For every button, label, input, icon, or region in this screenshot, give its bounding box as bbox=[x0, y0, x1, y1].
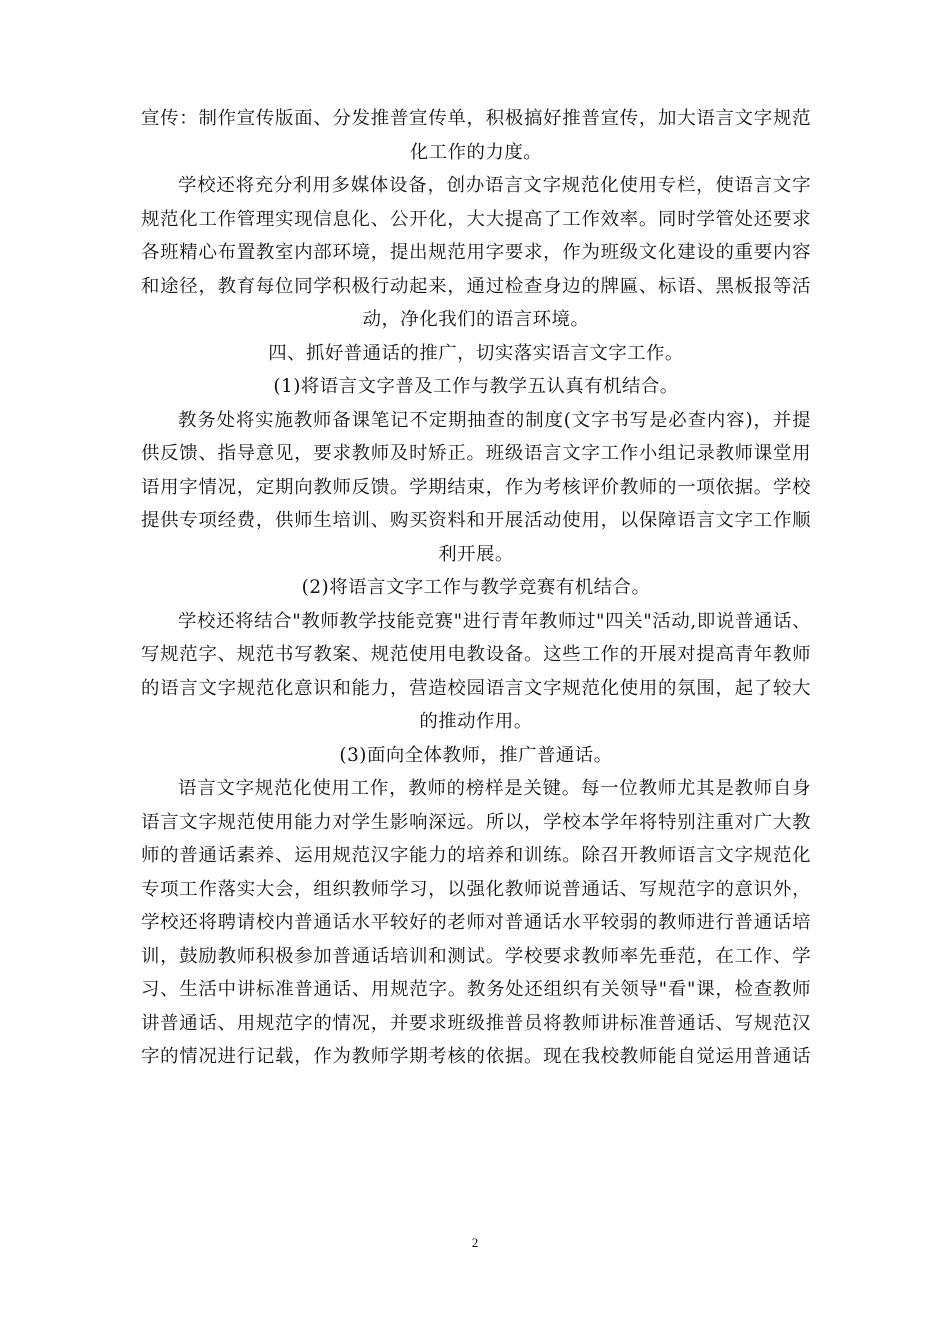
text-line: 规范化工作管理实现信息化、公开化，大大提高了工作效率。同时学管处还要求 bbox=[141, 208, 811, 230]
text-line: 习、生活中讲标准普通话、用规范字。教务处还组织有关领导"看"课，检查教师 bbox=[141, 979, 811, 1000]
text-line: 各班精心布置教室内部环境，提出规范用字要求，作为班级文化建设的重要内容 bbox=[141, 242, 811, 263]
text-line: 供反馈、指导意见，要求教师及时矫正。班级语言文字工作小组记录教师课堂用 bbox=[141, 443, 811, 464]
text-line: 语言文字规范化使用工作，教师的榜样是关键。每一位教师尤其是教师自身 bbox=[178, 778, 811, 799]
text-line: 宣传：制作宣传版面、分发推普宣传单，积极搞好推普宣传，加大语言文字规范 bbox=[141, 108, 811, 129]
text-line: 的语言文字规范化意识和能力，营造校园语言文字规范化使用的氛围，起了较大 bbox=[141, 677, 811, 699]
text-line: 讲普通话、用规范字的情况，并要求班级推普员将教师讲标准普通话、写规范汉 bbox=[141, 1012, 811, 1034]
text-line: 和途径，教育每位同学积极行动起来，通过检查身边的牌匾、标语、黑板报等活 bbox=[141, 275, 811, 297]
text-line: 字的情况进行记载，作为教师学期考核的依据。现在我校教师能自觉运用普通话 bbox=[141, 1046, 811, 1067]
text-line: 语言文字规范使用能力对学生影响深远。所以，学校本学年将特别注重对广大教 bbox=[141, 811, 811, 833]
text-line: 提供专项经费，供师生培训、购买资料和开展活动使用，以保障语言文字工作顺 bbox=[141, 510, 811, 531]
text-line: 语用字情况，定期向教师反馈。学期结束，作为考核评价教师的一项依据。学校 bbox=[141, 476, 811, 498]
subsection-heading: (3)面向全体教师，推广普通话。 bbox=[339, 744, 613, 766]
text-line: 训，鼓励教师积极参加普通话培训和测试。学校要求教师率先垂范，在工作、学 bbox=[141, 945, 811, 967]
text-line: 化工作的力度。 bbox=[409, 141, 543, 163]
subsection-heading: (1)将语言文字普及工作与教学五认真有机结合。 bbox=[273, 376, 679, 397]
text-line: 教务处将实施教师备课笔记不定期抽查的制度(文字书写是必查内容)，并提 bbox=[178, 409, 811, 431]
text-line: 学校还将聘请校内普通话水平较好的老师对普通话水平较弱的教师进行普通话培 bbox=[141, 912, 811, 933]
text-line: 的推动作用。 bbox=[419, 711, 533, 732]
text-line: 学校还将结合"教师教学技能竞赛"进行青年教师过"四关"活动,即说普通话、 bbox=[178, 610, 811, 632]
text-line: 利开展。 bbox=[438, 543, 514, 565]
text-line: 写规范字、规范书写教案、规范使用电教设备。这些工作的开展对提高青年教师 bbox=[141, 644, 811, 665]
text-line: 专项工作落实大会，组织教师学习，以强化教师说普通话、写规范字的意识外， bbox=[141, 878, 811, 900]
page-number: 2 bbox=[471, 1235, 479, 1250]
body-text bbox=[141, 102, 811, 1074]
section-heading: 四、抓好普通话的推广，切实落实语言文字工作。 bbox=[268, 342, 684, 364]
text-line: 师的普通话素养、运用规范汉字能力的培养和训练。除召开教师语言文字规范化 bbox=[141, 845, 811, 866]
subsection-heading: (2)将语言文字工作与教学竞赛有机结合。 bbox=[301, 577, 651, 598]
text-line: 学校还将充分利用多媒体设备，创办语言文字规范化使用专栏，使语言文字 bbox=[178, 175, 811, 196]
text-line: 动，净化我们的语言环境。 bbox=[362, 309, 590, 330]
